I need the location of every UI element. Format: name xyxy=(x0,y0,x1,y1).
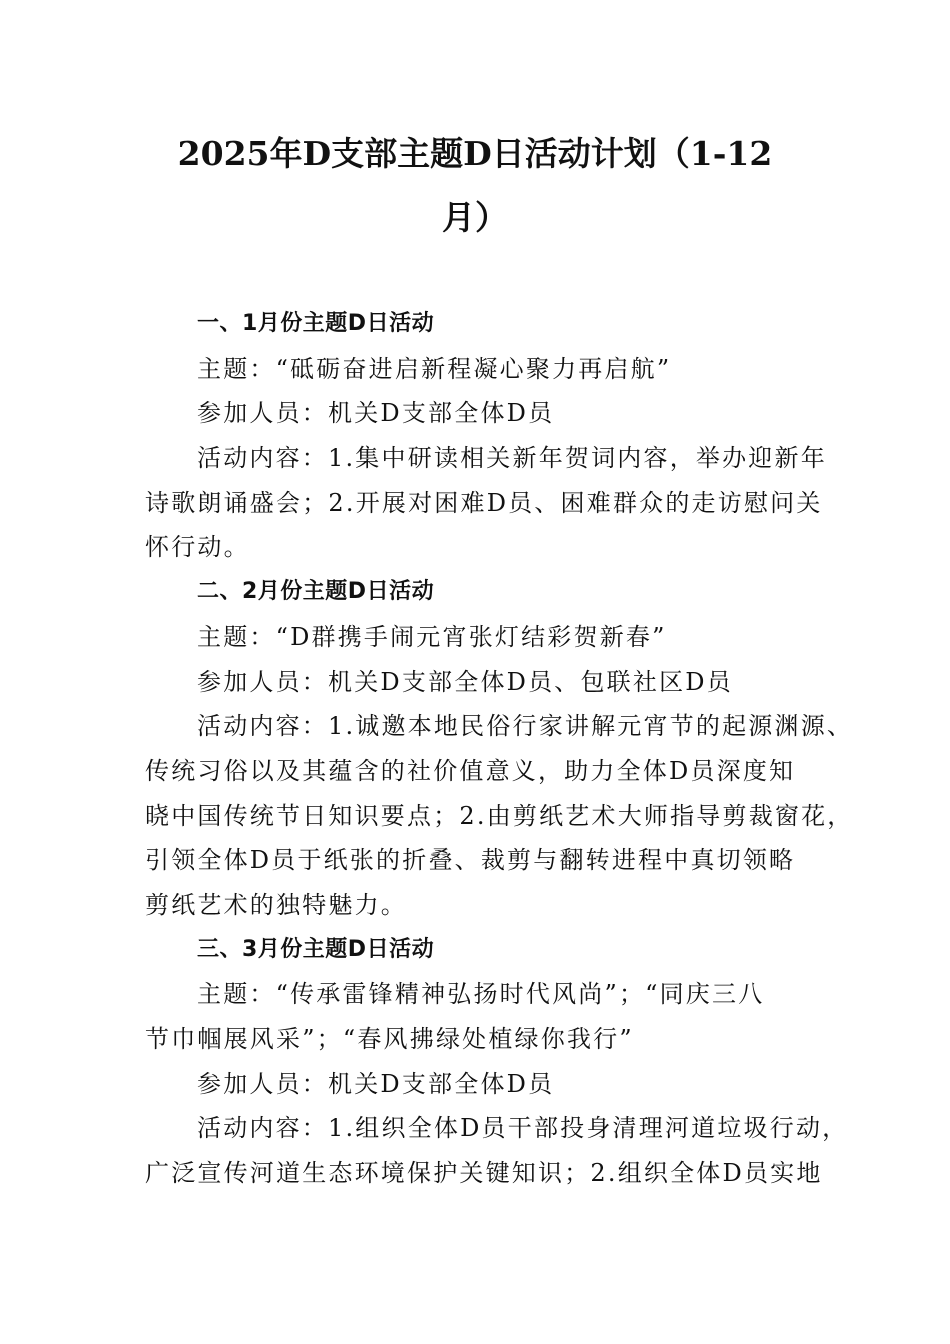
theme-line: 节巾帼展风采”；“春风拂绿处植绿你我行” xyxy=(145,1025,634,1053)
content-line: 剪纸艺术的独特魅力。 xyxy=(145,890,407,919)
section-month-3 xyxy=(145,928,849,1196)
content-line: 活动内容：1.集中研读相关新年贺词内容，举办迎新年 xyxy=(197,444,827,473)
theme-line: 主题：“砥砺奋进启新程凝心聚力再启航” xyxy=(197,354,672,383)
participants-line: 参加人员：机关D支部全体D员 xyxy=(197,1069,555,1098)
theme-line: 主题：“传承雷锋精神弘扬时代风尚”；“同庆三八 xyxy=(197,980,765,1009)
document-title-line-2: 月） xyxy=(442,198,508,237)
content-line: 广泛宣传河道生态环境保护关键知识；2.组织全体D员实地 xyxy=(145,1159,823,1188)
content-line: 活动内容：1.诚邀本地民俗行家讲解元宵节的起源渊源、 xyxy=(197,712,854,741)
participants-line: 参加人员：机关D支部全体D员 xyxy=(197,399,555,428)
content-line: 晓中国传统节日知识要点；2.由剪纸艺术大师指导剪裁窗花， xyxy=(145,801,854,830)
section-heading: 三、3月份主题D日活动 xyxy=(197,936,435,962)
content-line: 诗歌朗诵盛会；2.开展对困难D员、困难群众的走访慰问关 xyxy=(145,488,823,517)
document-body xyxy=(145,302,854,1196)
section-month-2 xyxy=(145,570,854,928)
content-line: 活动内容：1.组织全体D员干部投身清理河道垃圾行动， xyxy=(197,1114,849,1143)
theme-line: 主题：“D群携手闹元宵张灯结彩贺新春” xyxy=(197,622,667,651)
participants-line: 参加人员：机关D支部全体D员、包联社区D员 xyxy=(197,667,733,696)
section-heading: 一、1月份主题D日活动 xyxy=(197,311,435,336)
content-line: 传统习俗以及其蕴含的社价值意义，助力全体D员深度知 xyxy=(145,756,796,785)
content-line: 引领全体D员于纸张的折叠、裁剪与翻转进程中真切领略 xyxy=(145,846,796,875)
section-month-1 xyxy=(145,302,835,570)
document-title-line-1: 2025年D支部主题D日活动计划（1-12 xyxy=(177,134,773,173)
section-heading: 二、2月份主题D日活动 xyxy=(197,579,435,605)
content-line: 怀行动。 xyxy=(145,533,250,562)
